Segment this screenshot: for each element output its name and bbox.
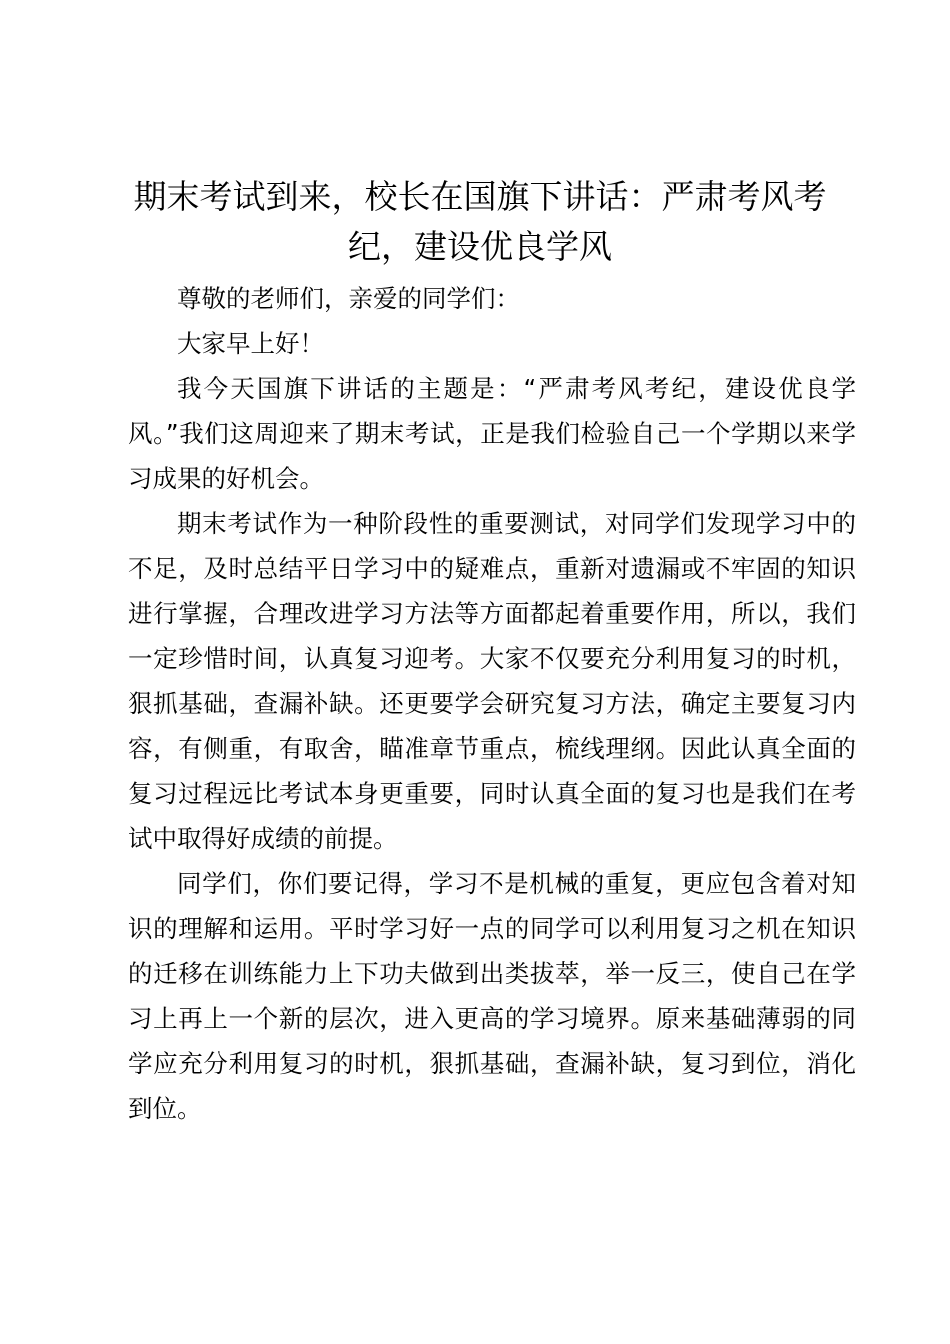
document-body (128, 276, 856, 1131)
greeting-paragraph: 大家早上好！ (177, 329, 324, 358)
salutation-paragraph: 尊敬的老师们，亲爱的同学们： (177, 284, 520, 313)
theme-paragraph: 我今天国旗下讲话的主题是：“严肃考风考纪，建设优良学风。”我们这周迎来了期末考试，正是我们检验自己一个学期以来学习成果的好机会。 (128, 374, 856, 493)
exam-importance-paragraph: 期末考试作为一种阶段性的重要测试，对同学们发现学习中的不足，及时总结平日学习中的疑难点，重新对遗漏或不牢固的知识进行掌握，合理改进学习方法等方面都起着重要作用，所以，我们一定珍惜时间，认真复习迎考。大家不仅要充分利用复习的时机，狠抓基础，查漏补缺。还更要学会研究复习方法，确定主要复习内容，有侧重，有取舍，瞄准章节重点，梳线理纲。因此认真全面的复习过程远比考试本身更重要，同时认真全面的复习也是我们在考试中取得好成绩的前提。 (128, 509, 856, 853)
study-advice-paragraph: 同学们，你们要记得，学习不是机械的重复，更应包含着对知识的理解和运用。平时学习好一点的同学可以利用复习之机在知识的迁移在训练能力上下功夫做到出类拔萃，举一反三，使自己在学习上再上一个新的层次，进入更高的学习境界。原来基础薄弱的同学应充分利用复习的时机，狠抓基础，查漏补缺，复习到位，消化到位。 (128, 869, 856, 1123)
document-title: 期末考试到来，校长在国旗下讲话：严肃考风考纪，建设优良学风 (133, 177, 827, 266)
